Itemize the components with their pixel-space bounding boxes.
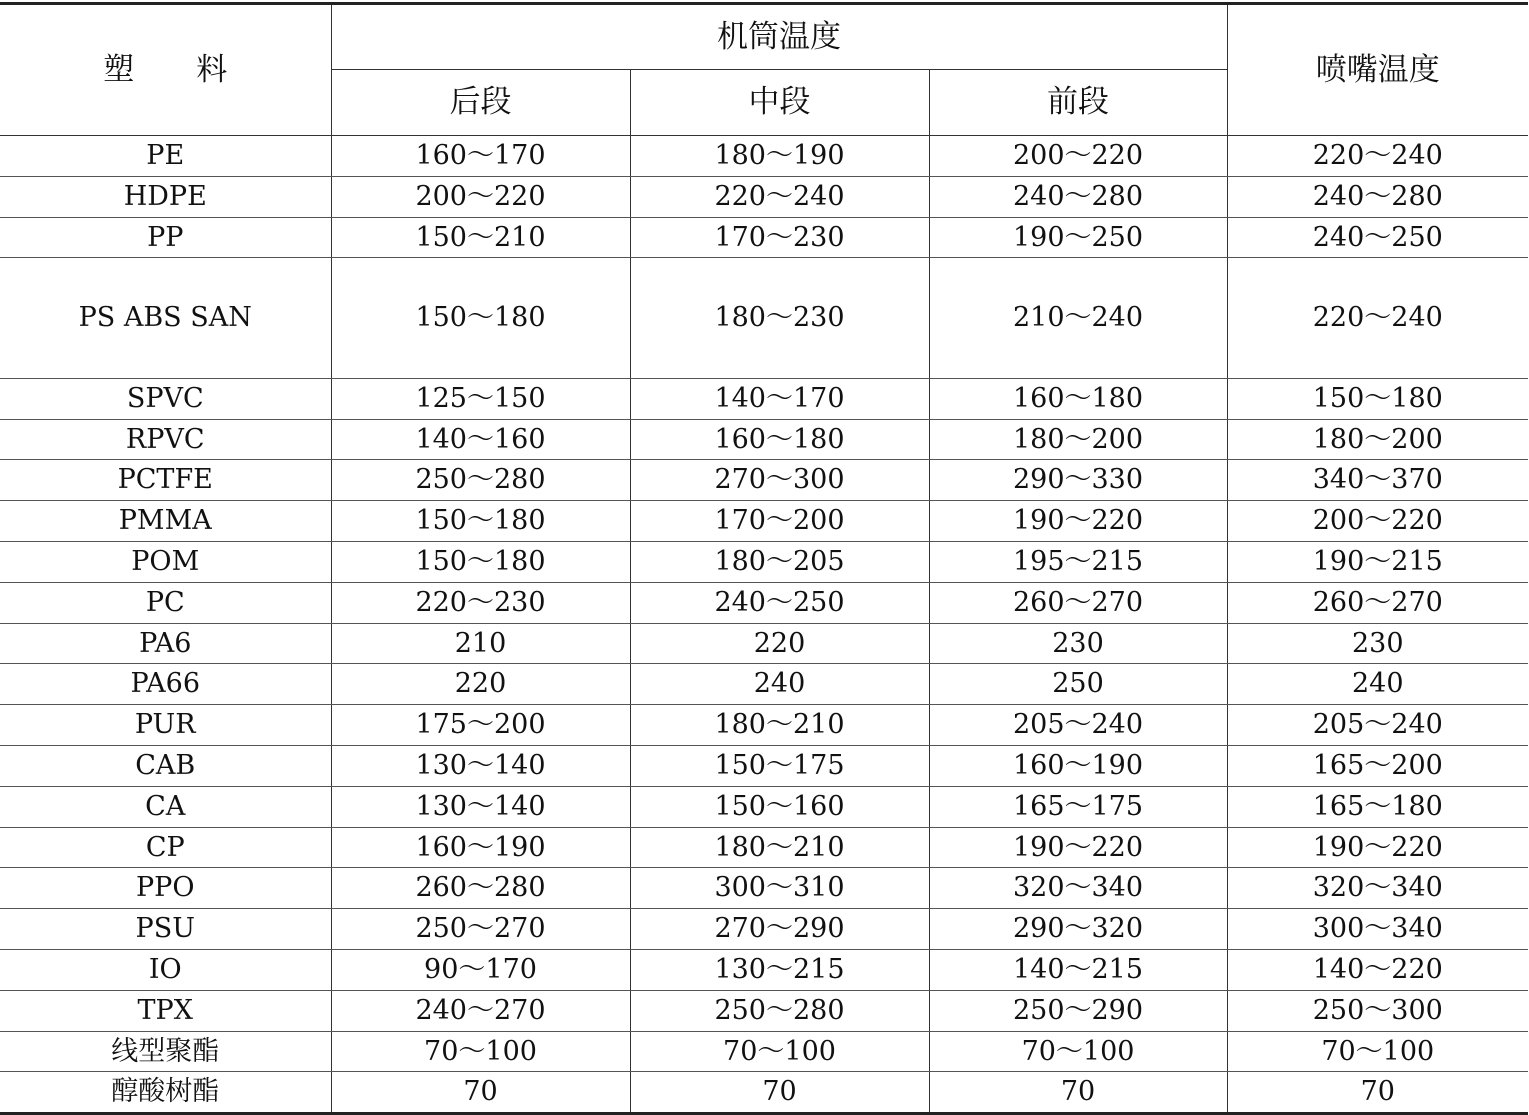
plastic-name-cell: CAB bbox=[0, 745, 331, 786]
table-row bbox=[0, 217, 1528, 258]
table-row bbox=[0, 501, 1528, 542]
nozzle-temp-cell: 240～280 bbox=[1227, 176, 1528, 217]
middle-temp-cell: 180～205 bbox=[630, 541, 929, 582]
plastic-name-cell: CP bbox=[0, 827, 331, 868]
rear-temp-cell: 150～210 bbox=[331, 217, 630, 258]
middle-temp-cell: 170～230 bbox=[630, 217, 929, 258]
table-row bbox=[0, 705, 1528, 746]
nozzle-temp-cell: 230 bbox=[1227, 623, 1528, 664]
middle-temp-cell: 300～310 bbox=[630, 868, 929, 909]
front-temp-cell: 260～270 bbox=[929, 582, 1227, 623]
plastic-name-cell: POM bbox=[0, 541, 331, 582]
plastic-name-cell: TPX bbox=[0, 990, 331, 1031]
header-barrel-temp: 机筒温度 bbox=[331, 4, 1227, 70]
front-temp-cell: 320～340 bbox=[929, 868, 1227, 909]
nozzle-temp-cell: 205～240 bbox=[1227, 705, 1528, 746]
nozzle-temp-cell: 320～340 bbox=[1227, 868, 1528, 909]
plastic-name-cell: PE bbox=[0, 136, 331, 177]
table-row bbox=[0, 1031, 1528, 1072]
table-row bbox=[0, 909, 1528, 950]
middle-temp-cell: 220 bbox=[630, 623, 929, 664]
header-rear: 后段 bbox=[331, 70, 630, 136]
front-temp-cell: 180～200 bbox=[929, 419, 1227, 460]
middle-temp-cell: 240 bbox=[630, 664, 929, 705]
middle-temp-cell: 130～215 bbox=[630, 949, 929, 990]
nozzle-temp-cell: 220～240 bbox=[1227, 258, 1528, 378]
plastic-name-cell: IO bbox=[0, 949, 331, 990]
middle-temp-cell: 70 bbox=[630, 1072, 929, 1114]
plastic-name-cell: 醇酸树酯 bbox=[0, 1072, 331, 1114]
plastic-name-cell: SPVC bbox=[0, 378, 331, 419]
front-temp-cell: 205～240 bbox=[929, 705, 1227, 746]
rear-temp-cell: 150～180 bbox=[331, 541, 630, 582]
nozzle-temp-cell: 340～370 bbox=[1227, 460, 1528, 501]
nozzle-temp-cell: 180～200 bbox=[1227, 419, 1528, 460]
rear-temp-cell: 70～100 bbox=[331, 1031, 630, 1072]
table-row bbox=[0, 460, 1528, 501]
header-row-1 bbox=[0, 4, 1528, 70]
middle-temp-cell: 150～175 bbox=[630, 745, 929, 786]
table-row bbox=[0, 541, 1528, 582]
middle-temp-cell: 180～230 bbox=[630, 258, 929, 378]
front-temp-cell: 290～330 bbox=[929, 460, 1227, 501]
table-row bbox=[0, 990, 1528, 1031]
table-row bbox=[0, 136, 1528, 177]
middle-temp-cell: 180～210 bbox=[630, 705, 929, 746]
middle-temp-cell: 150～160 bbox=[630, 786, 929, 827]
rear-temp-cell: 150～180 bbox=[331, 501, 630, 542]
front-temp-cell: 250～290 bbox=[929, 990, 1227, 1031]
rear-temp-cell: 250～270 bbox=[331, 909, 630, 950]
front-temp-cell: 190～220 bbox=[929, 827, 1227, 868]
front-temp-cell: 230 bbox=[929, 623, 1227, 664]
rear-temp-cell: 130～140 bbox=[331, 786, 630, 827]
rear-temp-cell: 240～270 bbox=[331, 990, 630, 1031]
nozzle-temp-cell: 240 bbox=[1227, 664, 1528, 705]
nozzle-temp-cell: 300～340 bbox=[1227, 909, 1528, 950]
plastic-name-cell: PPO bbox=[0, 868, 331, 909]
rear-temp-cell: 90～170 bbox=[331, 949, 630, 990]
table-row bbox=[0, 949, 1528, 990]
plastic-name-cell: PUR bbox=[0, 705, 331, 746]
rear-temp-cell: 220 bbox=[331, 664, 630, 705]
middle-temp-cell: 140～170 bbox=[630, 378, 929, 419]
table-row bbox=[0, 419, 1528, 460]
nozzle-temp-cell: 200～220 bbox=[1227, 501, 1528, 542]
nozzle-temp-cell: 220～240 bbox=[1227, 136, 1528, 177]
front-temp-cell: 290～320 bbox=[929, 909, 1227, 950]
temperature-table bbox=[0, 2, 1528, 1115]
nozzle-temp-cell: 140～220 bbox=[1227, 949, 1528, 990]
plastic-name-cell: 线型聚酯 bbox=[0, 1031, 331, 1072]
middle-temp-cell: 160～180 bbox=[630, 419, 929, 460]
header-middle: 中段 bbox=[630, 70, 929, 136]
rear-temp-cell: 130～140 bbox=[331, 745, 630, 786]
nozzle-temp-cell: 250～300 bbox=[1227, 990, 1528, 1031]
table-row bbox=[0, 868, 1528, 909]
front-temp-cell: 165～175 bbox=[929, 786, 1227, 827]
middle-temp-cell: 180～210 bbox=[630, 827, 929, 868]
middle-temp-cell: 220～240 bbox=[630, 176, 929, 217]
rear-temp-cell: 160～170 bbox=[331, 136, 630, 177]
front-temp-cell: 160～190 bbox=[929, 745, 1227, 786]
front-temp-cell: 250 bbox=[929, 664, 1227, 705]
rear-temp-cell: 150～180 bbox=[331, 258, 630, 378]
rear-temp-cell: 260～280 bbox=[331, 868, 630, 909]
table-row bbox=[0, 827, 1528, 868]
front-temp-cell: 190～250 bbox=[929, 217, 1227, 258]
front-temp-cell: 70 bbox=[929, 1072, 1227, 1114]
nozzle-temp-cell: 190～220 bbox=[1227, 827, 1528, 868]
header-plastic: 塑 料 bbox=[0, 4, 331, 136]
rear-temp-cell: 210 bbox=[331, 623, 630, 664]
middle-temp-cell: 270～300 bbox=[630, 460, 929, 501]
front-temp-cell: 200～220 bbox=[929, 136, 1227, 177]
header-nozzle-temp: 喷嘴温度 bbox=[1227, 4, 1528, 136]
front-temp-cell: 160～180 bbox=[929, 378, 1227, 419]
nozzle-temp-cell: 260～270 bbox=[1227, 582, 1528, 623]
front-temp-cell: 140～215 bbox=[929, 949, 1227, 990]
table-row bbox=[0, 582, 1528, 623]
front-temp-cell: 190～220 bbox=[929, 501, 1227, 542]
middle-temp-cell: 240～250 bbox=[630, 582, 929, 623]
middle-temp-cell: 170～200 bbox=[630, 501, 929, 542]
plastic-name-cell: CA bbox=[0, 786, 331, 827]
plastic-name-cell: PCTFE bbox=[0, 460, 331, 501]
plastic-name-cell: PC bbox=[0, 582, 331, 623]
table-header bbox=[0, 4, 1528, 136]
plastic-name-cell: PSU bbox=[0, 909, 331, 950]
middle-temp-cell: 180～190 bbox=[630, 136, 929, 177]
rear-temp-cell: 140～160 bbox=[331, 419, 630, 460]
middle-temp-cell: 250～280 bbox=[630, 990, 929, 1031]
rear-temp-cell: 125～150 bbox=[331, 378, 630, 419]
plastic-name-cell: PA66 bbox=[0, 664, 331, 705]
plastic-name-cell: PA6 bbox=[0, 623, 331, 664]
nozzle-temp-cell: 70 bbox=[1227, 1072, 1528, 1114]
table-row bbox=[0, 623, 1528, 664]
front-temp-cell: 70～100 bbox=[929, 1031, 1227, 1072]
front-temp-cell: 210～240 bbox=[929, 258, 1227, 378]
nozzle-temp-cell: 165～200 bbox=[1227, 745, 1528, 786]
plastic-name-cell: PS ABS SAN bbox=[0, 258, 331, 378]
plastic-name-cell: HDPE bbox=[0, 176, 331, 217]
nozzle-temp-cell: 70～100 bbox=[1227, 1031, 1528, 1072]
table-row bbox=[0, 664, 1528, 705]
front-temp-cell: 195～215 bbox=[929, 541, 1227, 582]
table-row bbox=[0, 378, 1528, 419]
nozzle-temp-cell: 165～180 bbox=[1227, 786, 1528, 827]
table-row bbox=[0, 176, 1528, 217]
nozzle-temp-cell: 150～180 bbox=[1227, 378, 1528, 419]
rear-temp-cell: 250～280 bbox=[331, 460, 630, 501]
plastic-name-cell: PP bbox=[0, 217, 331, 258]
table-row bbox=[0, 786, 1528, 827]
nozzle-temp-cell: 190～215 bbox=[1227, 541, 1528, 582]
plastic-name-cell: RPVC bbox=[0, 419, 331, 460]
rear-temp-cell: 160～190 bbox=[331, 827, 630, 868]
rear-temp-cell: 220～230 bbox=[331, 582, 630, 623]
middle-temp-cell: 70～100 bbox=[630, 1031, 929, 1072]
rear-temp-cell: 200～220 bbox=[331, 176, 630, 217]
plastic-name-cell: PMMA bbox=[0, 501, 331, 542]
table-row bbox=[0, 1072, 1528, 1114]
rear-temp-cell: 175～200 bbox=[331, 705, 630, 746]
front-temp-cell: 240～280 bbox=[929, 176, 1227, 217]
rear-temp-cell: 70 bbox=[331, 1072, 630, 1114]
table-row bbox=[0, 258, 1528, 378]
table-row bbox=[0, 745, 1528, 786]
table-body bbox=[0, 136, 1528, 1114]
header-front: 前段 bbox=[929, 70, 1227, 136]
nozzle-temp-cell: 240～250 bbox=[1227, 217, 1528, 258]
middle-temp-cell: 270～290 bbox=[630, 909, 929, 950]
